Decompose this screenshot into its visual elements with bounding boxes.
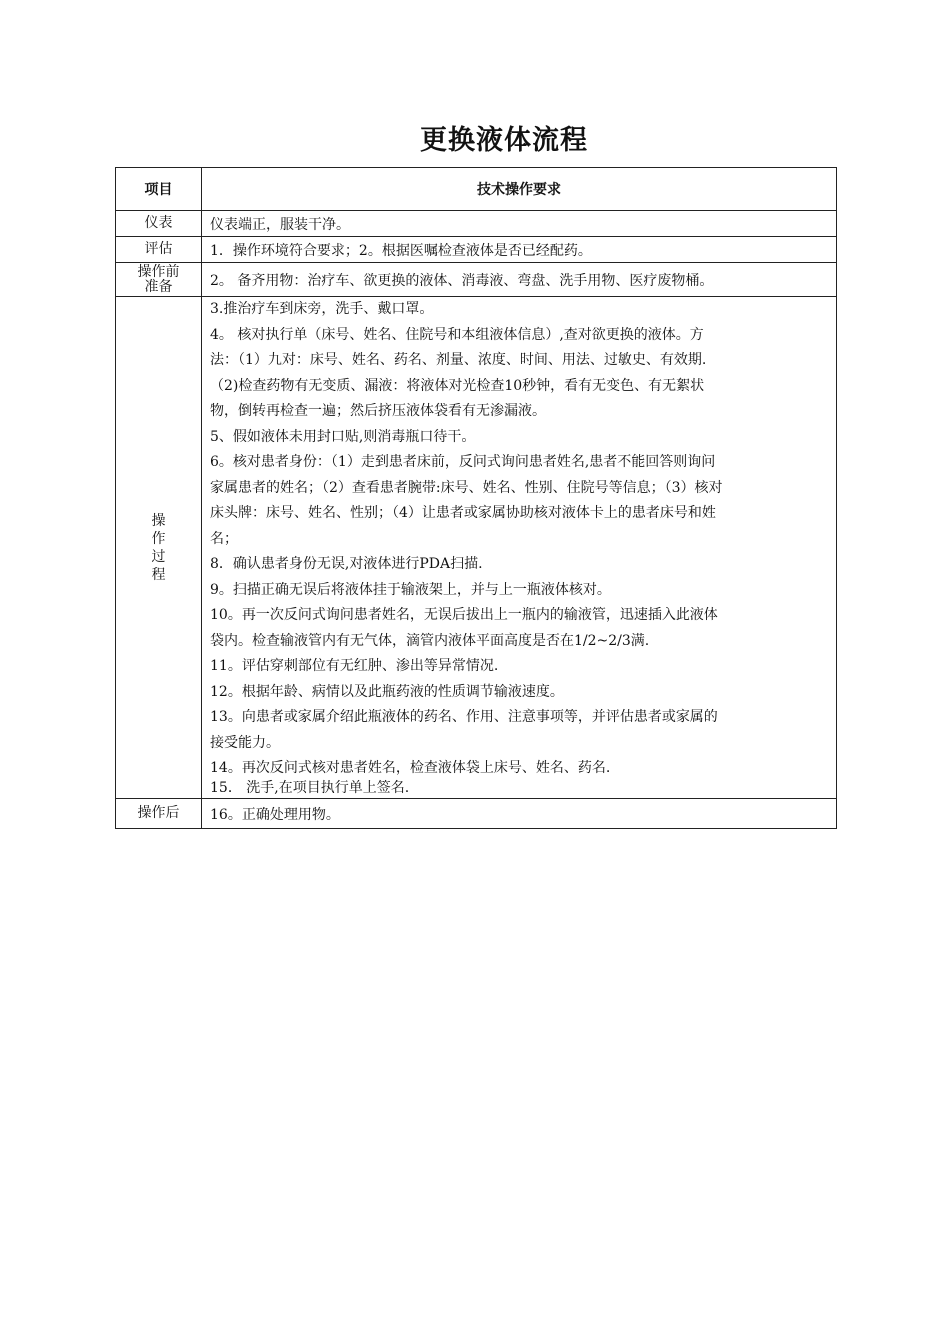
header-item: 项目 [116, 168, 202, 211]
row-content-after: 16。正确处理用物。 [202, 799, 837, 829]
row-label-after: 操作后 [116, 799, 202, 829]
step-line: 法：（1）九对：床号、姓名、药名、剂量、浓度、时间、用法、过敏史、有效期. [210, 352, 707, 368]
step-line: 5、假如液体未用封口贴,则消毒瓶口待干。 [210, 428, 476, 445]
step-line: 4。 核对执行单（床号、姓名、住院号和本组液体信息）,查对欲更换的液体。方 [210, 326, 704, 343]
label-line: 准备 [144, 278, 173, 295]
step-line: 家属患者的姓名；（2）查看患者腕带:床号、姓名、性别、住院号等信息；（3）核对 [210, 479, 723, 496]
step-line: 8．确认患者身份无误,对液体进行PDA扫描. [210, 556, 483, 572]
label-line: 操作前 [137, 263, 180, 280]
step-line: 11。评估穿刺部位有无红肿、渗出等异常情况. [210, 658, 499, 674]
step-line: 名； [210, 530, 238, 547]
row-content-assessment: 1．操作环境符合要求；2。根据医嘱检查液体是否已经配药。 [202, 237, 837, 263]
table-row [116, 263, 837, 297]
step-line: 物，倒转再检查一遍；然后挤压液体袋看有无渗漏液。 [210, 403, 546, 419]
table-row [116, 237, 837, 263]
label-char: 过 [151, 548, 166, 565]
row-label-process [116, 297, 202, 799]
step-line: 6。核对患者身份：（1）走到患者床前，反问式询问患者姓名,患者不能回答则询问 [210, 454, 716, 470]
table-row [116, 799, 837, 829]
table-header-row [116, 168, 837, 211]
row-label-appearance: 仪表 [116, 211, 202, 237]
row-content-preparation: 2。 备齐用物：治疗车、欲更换的液体、消毒液、弯盘、洗手用物、医疗废物桶。 [202, 263, 837, 297]
label-char: 操 [151, 512, 166, 529]
step-line: 9。扫描正确无误后将液体挂于输液架上，并与上一瓶液体核对。 [210, 581, 611, 598]
step-line: 13。向患者或家属介绍此瓶液体的药名、作用、注意事项等，并评估患者或家属的 [210, 709, 718, 725]
step-line: 10。再一次反问式询问患者姓名，无误后拔出上一瓶内的输液管，迅速插入此液体 [210, 607, 718, 623]
step-line: 14。再次反问式核对患者姓名，检查液体袋上床号、姓名、药名. [210, 760, 611, 776]
row-content-appearance: 仪表端正，服装干净。 [202, 211, 837, 237]
step-line: 床头牌：床号、姓名、性别；（4）让患者或家属协助核对液体卡上的患者床号和姓 [210, 505, 716, 521]
page-title: 更换液体流程 [420, 125, 588, 156]
step-line: 接受能力。 [210, 734, 280, 751]
header-requirements: 技术操作要求 [202, 168, 837, 211]
step-line: 15． 洗手,在项目执行单上签名. [210, 780, 410, 796]
label-char: 程 [151, 566, 166, 583]
table-row [116, 211, 837, 237]
step-line: （2)检查药物有无变质、漏液：将液体对光检查10秒钟，看有无变色、有无絮状 [210, 377, 705, 394]
step-line: 12。根据年龄、病情以及此瓶药液的性质调节输液速度。 [210, 683, 564, 700]
procedure-table [115, 167, 837, 829]
vertical-label [152, 512, 166, 584]
row-label-preparation [116, 263, 202, 297]
label-char: 作 [151, 530, 166, 547]
step-line: 3.推治疗车到床旁，洗手、戴口罩。 [210, 301, 434, 317]
row-content-process [202, 297, 837, 799]
row-label-assessment: 评估 [116, 237, 202, 263]
step-line: 袋内。检查输液管内有无气体，滴管内液体平面高度是否在1/2~2/3满. [210, 632, 650, 649]
table-row [116, 297, 837, 799]
